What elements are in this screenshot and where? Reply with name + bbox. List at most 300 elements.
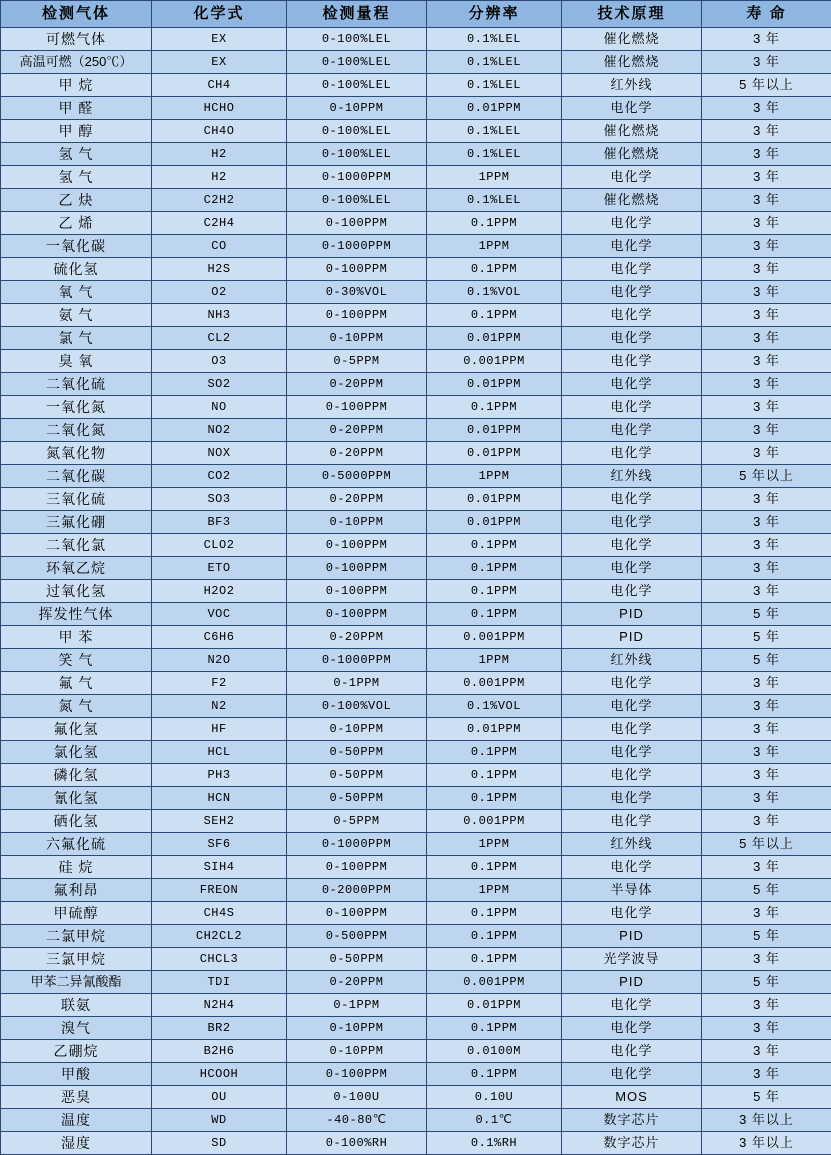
cell-technology: 电化学: [562, 488, 702, 511]
cell-gas-name: 三氧化硫: [1, 488, 152, 511]
cell-formula: BR2: [152, 1017, 287, 1040]
cell-resolution: 0.1%VOL: [427, 695, 562, 718]
cell-resolution: 0.1%LEL: [427, 120, 562, 143]
cell-gas-name: 二氧化氮: [1, 419, 152, 442]
cell-lifetime: 5 年: [702, 925, 831, 948]
cell-range: 0-10PPM: [287, 511, 427, 534]
cell-range: 0-100PPM: [287, 856, 427, 879]
table-body: [1, 28, 831, 1155]
cell-resolution: 0.01PPM: [427, 511, 562, 534]
cell-gas-name: 氟化氢: [1, 718, 152, 741]
cell-range: 0-100%LEL: [287, 28, 427, 51]
table-row: [1, 212, 831, 235]
cell-technology: 电化学: [562, 718, 702, 741]
table-row: [1, 833, 831, 856]
cell-range: 0-100PPM: [287, 534, 427, 557]
cell-formula: HF: [152, 718, 287, 741]
cell-range: 0-500PPM: [287, 925, 427, 948]
table-row: [1, 1040, 831, 1063]
table-row: [1, 718, 831, 741]
cell-lifetime: 3 年: [702, 741, 831, 764]
table-row: [1, 120, 831, 143]
cell-resolution: 1PPM: [427, 879, 562, 902]
cell-gas-name: 溴气: [1, 1017, 152, 1040]
cell-formula: EX: [152, 51, 287, 74]
table-row: [1, 281, 831, 304]
table-row: [1, 1132, 831, 1155]
cell-lifetime: 5 年: [702, 879, 831, 902]
cell-technology: PID: [562, 626, 702, 649]
cell-range: 0-100U: [287, 1086, 427, 1109]
cell-lifetime: 3 年: [702, 120, 831, 143]
cell-range: 0-100%LEL: [287, 189, 427, 212]
cell-formula: O2: [152, 281, 287, 304]
cell-range: 0-2000PPM: [287, 879, 427, 902]
cell-formula: B2H6: [152, 1040, 287, 1063]
cell-formula: BF3: [152, 511, 287, 534]
cell-range: 0-5PPM: [287, 810, 427, 833]
cell-formula: C6H6: [152, 626, 287, 649]
cell-technology: 数字芯片: [562, 1109, 702, 1132]
cell-lifetime: 5 年: [702, 626, 831, 649]
cell-gas-name: 挥发性气体: [1, 603, 152, 626]
cell-range: 0-20PPM: [287, 373, 427, 396]
table-row: [1, 373, 831, 396]
cell-resolution: 0.001PPM: [427, 350, 562, 373]
cell-resolution: 0.1PPM: [427, 948, 562, 971]
cell-resolution: 0.1PPM: [427, 603, 562, 626]
cell-range: 0-20PPM: [287, 442, 427, 465]
cell-technology: 催化燃烧: [562, 120, 702, 143]
cell-range: 0-100PPM: [287, 212, 427, 235]
cell-lifetime: 5 年: [702, 971, 831, 994]
cell-technology: 电化学: [562, 419, 702, 442]
cell-technology: 电化学: [562, 672, 702, 695]
table-row: [1, 1086, 831, 1109]
column-header-gas-name: 检测气体: [1, 1, 152, 28]
cell-range: 0-100%LEL: [287, 120, 427, 143]
cell-gas-name: 氢 气: [1, 166, 152, 189]
cell-technology: 催化燃烧: [562, 51, 702, 74]
cell-gas-name: 过氧化氢: [1, 580, 152, 603]
cell-formula: ETO: [152, 557, 287, 580]
cell-technology: 电化学: [562, 396, 702, 419]
table-row: [1, 741, 831, 764]
cell-technology: 电化学: [562, 1017, 702, 1040]
table-row: [1, 51, 831, 74]
cell-range: 0-50PPM: [287, 787, 427, 810]
cell-gas-name: 一氧化氮: [1, 396, 152, 419]
cell-gas-name: 笑 气: [1, 649, 152, 672]
cell-range: 0-1000PPM: [287, 235, 427, 258]
cell-gas-name: 磷化氢: [1, 764, 152, 787]
cell-range: 0-30%VOL: [287, 281, 427, 304]
cell-range: 0-20PPM: [287, 626, 427, 649]
table-row: [1, 810, 831, 833]
cell-technology: 催化燃烧: [562, 143, 702, 166]
cell-lifetime: 3 年: [702, 856, 831, 879]
table-row: [1, 948, 831, 971]
cell-lifetime: 3 年: [702, 718, 831, 741]
cell-formula: SO2: [152, 373, 287, 396]
cell-lifetime: 5 年: [702, 603, 831, 626]
cell-lifetime: 3 年: [702, 51, 831, 74]
cell-range: 0-10PPM: [287, 97, 427, 120]
cell-resolution: 0.1PPM: [427, 1017, 562, 1040]
cell-formula: CL2: [152, 327, 287, 350]
cell-resolution: 0.1%RH: [427, 1132, 562, 1155]
cell-range: 0-100PPM: [287, 603, 427, 626]
cell-technology: 电化学: [562, 350, 702, 373]
cell-lifetime: 3 年: [702, 948, 831, 971]
cell-range: 0-100PPM: [287, 304, 427, 327]
cell-lifetime: 3 年: [702, 810, 831, 833]
cell-gas-name: 湿度: [1, 1132, 152, 1155]
cell-resolution: 1PPM: [427, 833, 562, 856]
cell-lifetime: 3 年: [702, 511, 831, 534]
cell-lifetime: 3 年以上: [702, 1132, 831, 1155]
cell-gas-name: 三氟化硼: [1, 511, 152, 534]
table-row: [1, 97, 831, 120]
cell-lifetime: 3 年: [702, 143, 831, 166]
cell-resolution: 0.1PPM: [427, 258, 562, 281]
table-header: [1, 1, 831, 28]
cell-resolution: 0.1PPM: [427, 741, 562, 764]
cell-resolution: 0.1PPM: [427, 212, 562, 235]
cell-resolution: 1PPM: [427, 465, 562, 488]
cell-lifetime: 3 年: [702, 557, 831, 580]
cell-formula: CH4S: [152, 902, 287, 925]
table-row: [1, 28, 831, 51]
cell-resolution: 0.01PPM: [427, 442, 562, 465]
cell-formula: CO2: [152, 465, 287, 488]
cell-lifetime: 3 年: [702, 672, 831, 695]
column-header-lifetime: 寿 命: [702, 1, 831, 28]
cell-lifetime: 3 年: [702, 350, 831, 373]
cell-technology: 红外线: [562, 465, 702, 488]
table-row: [1, 787, 831, 810]
cell-range: 0-100PPM: [287, 902, 427, 925]
table-row: [1, 419, 831, 442]
cell-formula: NO: [152, 396, 287, 419]
cell-technology: 光学波导: [562, 948, 702, 971]
cell-resolution: 0.001PPM: [427, 672, 562, 695]
cell-range: 0-1PPM: [287, 672, 427, 695]
cell-gas-name: 六氟化硫: [1, 833, 152, 856]
cell-technology: 电化学: [562, 373, 702, 396]
cell-technology: 催化燃烧: [562, 28, 702, 51]
cell-range: 0-20PPM: [287, 419, 427, 442]
cell-range: 0-1000PPM: [287, 166, 427, 189]
cell-resolution: 0.001PPM: [427, 971, 562, 994]
cell-lifetime: 3 年: [702, 1063, 831, 1086]
cell-technology: 电化学: [562, 695, 702, 718]
cell-formula: CHCL3: [152, 948, 287, 971]
cell-lifetime: 3 年: [702, 442, 831, 465]
cell-formula: NO2: [152, 419, 287, 442]
cell-resolution: 0.1%LEL: [427, 51, 562, 74]
table-row: [1, 994, 831, 1017]
header-row: [1, 1, 831, 28]
cell-formula: HCHO: [152, 97, 287, 120]
cell-lifetime: 3 年: [702, 373, 831, 396]
cell-lifetime: 3 年: [702, 994, 831, 1017]
cell-technology: 电化学: [562, 534, 702, 557]
cell-formula: CLO2: [152, 534, 287, 557]
cell-formula: WD: [152, 1109, 287, 1132]
table-row: [1, 603, 831, 626]
table-row: [1, 856, 831, 879]
cell-technology: 电化学: [562, 994, 702, 1017]
cell-resolution: 0.1%LEL: [427, 74, 562, 97]
cell-formula: TDI: [152, 971, 287, 994]
cell-formula: H2: [152, 166, 287, 189]
cell-technology: 电化学: [562, 212, 702, 235]
cell-lifetime: 3 年: [702, 327, 831, 350]
cell-gas-name: 三氯甲烷: [1, 948, 152, 971]
table-row: [1, 396, 831, 419]
table-row: [1, 1063, 831, 1086]
cell-range: 0-10PPM: [287, 1017, 427, 1040]
table-row: [1, 649, 831, 672]
cell-technology: MOS: [562, 1086, 702, 1109]
column-header-resolution: 分辨率: [427, 1, 562, 28]
cell-gas-name: 氢 气: [1, 143, 152, 166]
cell-lifetime: 3 年: [702, 396, 831, 419]
cell-technology: 电化学: [562, 442, 702, 465]
table-row: [1, 580, 831, 603]
cell-technology: 红外线: [562, 74, 702, 97]
cell-formula: CH2CL2: [152, 925, 287, 948]
table-row: [1, 557, 831, 580]
cell-resolution: 0.1%LEL: [427, 28, 562, 51]
cell-technology: PID: [562, 603, 702, 626]
cell-lifetime: 5 年以上: [702, 74, 831, 97]
cell-range: 0-100PPM: [287, 258, 427, 281]
cell-resolution: 0.01PPM: [427, 718, 562, 741]
cell-gas-name: 硫化氢: [1, 258, 152, 281]
table-row: [1, 166, 831, 189]
cell-gas-name: 甲 烷: [1, 74, 152, 97]
cell-range: 0-1000PPM: [287, 833, 427, 856]
cell-lifetime: 3 年: [702, 212, 831, 235]
cell-lifetime: 3 年: [702, 304, 831, 327]
column-header-range: 检测量程: [287, 1, 427, 28]
cell-gas-name: 氟利昂: [1, 879, 152, 902]
cell-technology: 电化学: [562, 580, 702, 603]
cell-formula: C2H2: [152, 189, 287, 212]
cell-resolution: 1PPM: [427, 235, 562, 258]
cell-technology: 电化学: [562, 304, 702, 327]
cell-formula: N2: [152, 695, 287, 718]
table-row: [1, 1109, 831, 1132]
cell-gas-name: 氨 气: [1, 304, 152, 327]
cell-lifetime: 3 年: [702, 189, 831, 212]
cell-range: 0-10PPM: [287, 327, 427, 350]
cell-technology: 电化学: [562, 810, 702, 833]
column-header-formula: 化学式: [152, 1, 287, 28]
cell-gas-name: 二氧化碳: [1, 465, 152, 488]
cell-technology: 电化学: [562, 764, 702, 787]
cell-gas-name: 乙硼烷: [1, 1040, 152, 1063]
cell-lifetime: 5 年: [702, 1086, 831, 1109]
cell-formula: SEH2: [152, 810, 287, 833]
cell-lifetime: 5 年以上: [702, 465, 831, 488]
cell-gas-name: 甲 苯: [1, 626, 152, 649]
cell-gas-name: 氮氧化物: [1, 442, 152, 465]
cell-lifetime: 3 年: [702, 488, 831, 511]
cell-resolution: 0.1%LEL: [427, 143, 562, 166]
cell-formula: H2: [152, 143, 287, 166]
cell-lifetime: 3 年: [702, 97, 831, 120]
cell-lifetime: 3 年: [702, 902, 831, 925]
cell-technology: 红外线: [562, 833, 702, 856]
cell-gas-name: 可燃气体: [1, 28, 152, 51]
cell-resolution: 0.1PPM: [427, 304, 562, 327]
cell-gas-name: 高温可燃（250℃）: [1, 51, 152, 74]
cell-range: 0-20PPM: [287, 971, 427, 994]
cell-formula: H2S: [152, 258, 287, 281]
cell-resolution: 0.1PPM: [427, 787, 562, 810]
cell-resolution: 0.1PPM: [427, 534, 562, 557]
cell-technology: 电化学: [562, 511, 702, 534]
cell-gas-name: 温度: [1, 1109, 152, 1132]
cell-resolution: 0.1%VOL: [427, 281, 562, 304]
table-row: [1, 189, 831, 212]
cell-formula: CH4O: [152, 120, 287, 143]
cell-gas-name: 甲 醇: [1, 120, 152, 143]
table-row: [1, 327, 831, 350]
cell-resolution: 0.1PPM: [427, 902, 562, 925]
table-row: [1, 143, 831, 166]
cell-technology: PID: [562, 971, 702, 994]
cell-gas-name: 硒化氢: [1, 810, 152, 833]
cell-formula: HCL: [152, 741, 287, 764]
cell-formula: N2O: [152, 649, 287, 672]
cell-gas-name: 氟 气: [1, 672, 152, 695]
cell-lifetime: 3 年: [702, 1017, 831, 1040]
cell-formula: OU: [152, 1086, 287, 1109]
cell-gas-name: 氮 气: [1, 695, 152, 718]
cell-resolution: 0.001PPM: [427, 810, 562, 833]
table-row: [1, 534, 831, 557]
cell-technology: 电化学: [562, 557, 702, 580]
cell-range: 0-1000PPM: [287, 649, 427, 672]
cell-resolution: 0.1PPM: [427, 925, 562, 948]
cell-gas-name: 环氧乙烷: [1, 557, 152, 580]
cell-resolution: 0.1PPM: [427, 580, 562, 603]
cell-gas-name: 乙 炔: [1, 189, 152, 212]
cell-resolution: 0.1PPM: [427, 764, 562, 787]
cell-lifetime: 3 年: [702, 1040, 831, 1063]
cell-range: 0-100%LEL: [287, 74, 427, 97]
cell-lifetime: 3 年: [702, 28, 831, 51]
table-row: [1, 1017, 831, 1040]
cell-resolution: 0.1PPM: [427, 557, 562, 580]
cell-technology: 电化学: [562, 902, 702, 925]
table-row: [1, 626, 831, 649]
cell-lifetime: 3 年: [702, 695, 831, 718]
cell-technology: 电化学: [562, 787, 702, 810]
cell-formula: SIH4: [152, 856, 287, 879]
cell-range: 0-50PPM: [287, 741, 427, 764]
cell-range: 0-100PPM: [287, 580, 427, 603]
cell-formula: EX: [152, 28, 287, 51]
table-row: [1, 304, 831, 327]
table-row: [1, 971, 831, 994]
cell-resolution: 0.01PPM: [427, 373, 562, 396]
cell-resolution: 0.0100M: [427, 1040, 562, 1063]
cell-range: 0-10PPM: [287, 1040, 427, 1063]
cell-technology: 电化学: [562, 258, 702, 281]
cell-technology: 电化学: [562, 1063, 702, 1086]
cell-technology: 电化学: [562, 856, 702, 879]
table-row: [1, 902, 831, 925]
table-row: [1, 764, 831, 787]
cell-gas-name: 恶臭: [1, 1086, 152, 1109]
cell-technology: PID: [562, 925, 702, 948]
cell-range: 0-100PPM: [287, 396, 427, 419]
table-row: [1, 258, 831, 281]
cell-formula: PH3: [152, 764, 287, 787]
cell-gas-name: 硅 烷: [1, 856, 152, 879]
cell-resolution: 0.01PPM: [427, 327, 562, 350]
cell-resolution: 0.10U: [427, 1086, 562, 1109]
cell-resolution: 0.001PPM: [427, 626, 562, 649]
cell-formula: SD: [152, 1132, 287, 1155]
cell-range: 0-100%RH: [287, 1132, 427, 1155]
cell-lifetime: 5 年以上: [702, 833, 831, 856]
cell-formula: CH4: [152, 74, 287, 97]
cell-range: 0-10PPM: [287, 718, 427, 741]
cell-gas-name: 乙 烯: [1, 212, 152, 235]
cell-range: 0-100%LEL: [287, 143, 427, 166]
cell-technology: 电化学: [562, 235, 702, 258]
cell-range: 0-5PPM: [287, 350, 427, 373]
cell-formula: VOC: [152, 603, 287, 626]
cell-formula: F2: [152, 672, 287, 695]
cell-resolution: 0.1PPM: [427, 1063, 562, 1086]
cell-range: 0-50PPM: [287, 948, 427, 971]
cell-range: 0-1PPM: [287, 994, 427, 1017]
table-row: [1, 511, 831, 534]
cell-gas-name: 甲硫醇: [1, 902, 152, 925]
cell-resolution: 0.1PPM: [427, 396, 562, 419]
cell-formula: O3: [152, 350, 287, 373]
cell-gas-name: 氧 气: [1, 281, 152, 304]
cell-gas-name: 氯化氢: [1, 741, 152, 764]
cell-gas-name: 联氨: [1, 994, 152, 1017]
cell-range: 0-20PPM: [287, 488, 427, 511]
cell-range: 0-50PPM: [287, 764, 427, 787]
cell-gas-name: 一氧化碳: [1, 235, 152, 258]
cell-gas-name: 甲酸: [1, 1063, 152, 1086]
table-row: [1, 350, 831, 373]
column-header-technology: 技术原理: [562, 1, 702, 28]
cell-lifetime: 3 年: [702, 166, 831, 189]
cell-technology: 数字芯片: [562, 1132, 702, 1155]
cell-resolution: 1PPM: [427, 166, 562, 189]
cell-lifetime: 3 年以上: [702, 1109, 831, 1132]
cell-lifetime: 3 年: [702, 419, 831, 442]
cell-gas-name: 甲苯二异氰酸酯: [1, 971, 152, 994]
cell-formula: N2H4: [152, 994, 287, 1017]
cell-lifetime: 3 年: [702, 787, 831, 810]
cell-technology: 电化学: [562, 741, 702, 764]
cell-formula: NH3: [152, 304, 287, 327]
cell-formula: H2O2: [152, 580, 287, 603]
cell-formula: NOX: [152, 442, 287, 465]
